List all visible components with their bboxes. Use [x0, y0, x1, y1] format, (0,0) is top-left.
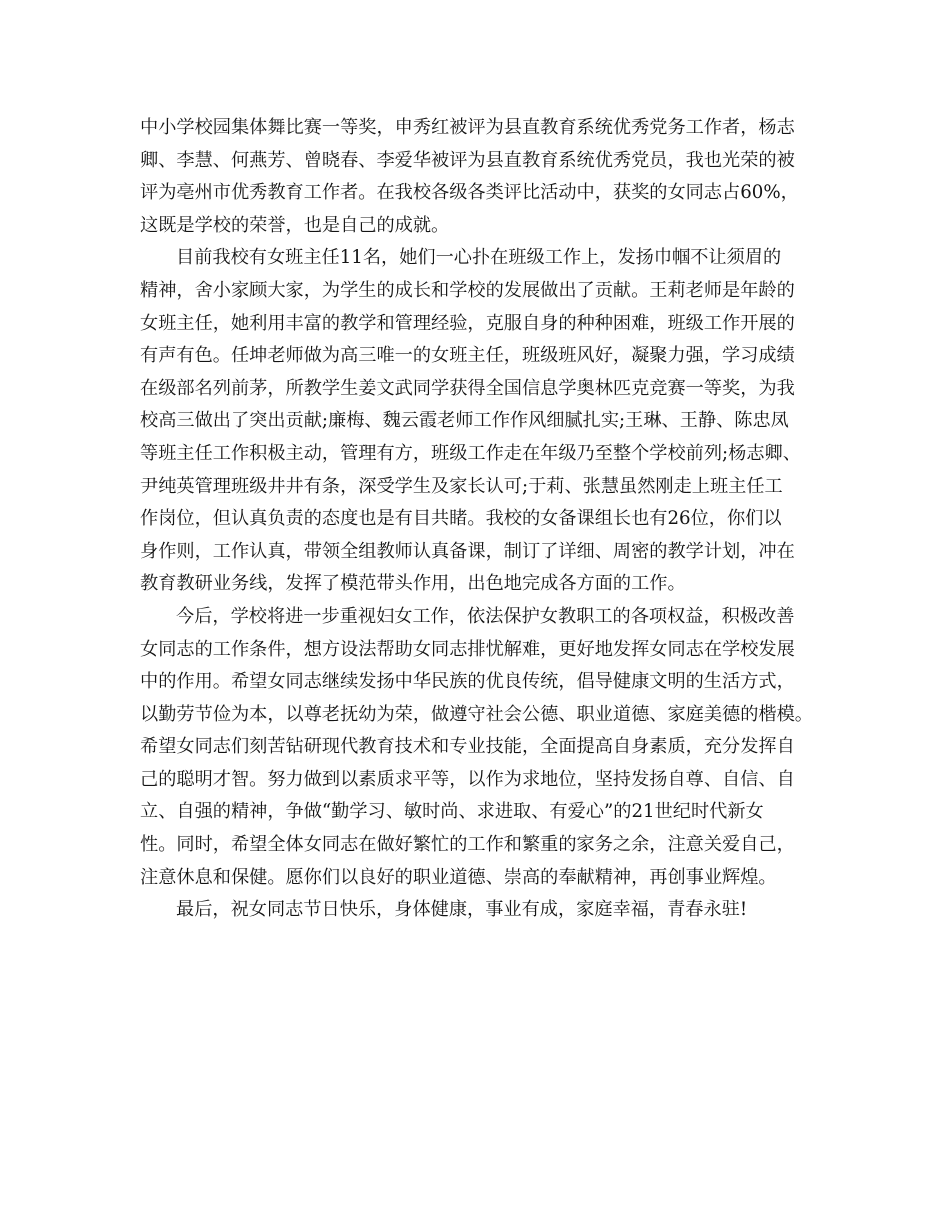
text-line: 评为亳州市优秀教育工作者。在我校各级各类评比活动中，获奖的女同志占60%，: [140, 182, 799, 204]
text-line: 今后，学校将进一步重视妇女工作，依法保护女教职工的各项权益，积极改善: [176, 605, 795, 627]
text-line: 以勤劳节俭为本，以尊老抚幼为荣，做遵守社会公德、职业道德、家庭美德的楷模。: [140, 703, 813, 725]
text-line: 女班主任，她利用丰富的教学和管理经验，克服自身的种种困难，班级工作开展的: [140, 312, 795, 334]
text-line: 精神，舍小家顾大家，为学生的成长和学校的发展做出了贡献。王莉老师是年龄的: [140, 279, 795, 301]
paragraph-3: [140, 601, 812, 894]
text-line: 作岗位，但认真负责的态度也是有目共睹。我校的女备课组长也有26位，你们以: [140, 508, 782, 530]
text-line: 有声有色。任坤老师做为高三唯一的女班主任，班级班风好，凝聚力强，学习成绩: [140, 345, 795, 367]
paragraph-4: [140, 894, 812, 927]
text-line: 中小学校园集体舞比赛一等奖，申秀红被评为县直教育系统优秀党务工作者，杨志: [140, 117, 795, 138]
text-line: 卿、李慧、何燕芳、曾晓春、李爱华被评为县直教育系统优秀党员，我也光荣的被: [140, 149, 795, 171]
paragraph-2: [140, 242, 812, 601]
text-line: 目前我校有女班主任11名，她们一心扑在班级工作上，发扬巾帼不让须眉的: [176, 247, 782, 269]
text-line: 希望女同志们刻苦钻研现代教育技术和专业技能，全面提高自身素质，充分发挥自: [140, 736, 795, 758]
text-line: 教育教研业务线，发挥了模范带头作用，出色地完成各方面的工作。: [140, 573, 686, 595]
text-line: 尹纯英管理班级井井有条，深受学生及家长认可;于莉、张慧虽然刚走上班主任工: [140, 475, 783, 497]
text-line: 注意休息和保健。愿你们以良好的职业道德、崇高的奉献精神，再创事业辉煌。: [140, 866, 777, 888]
text-line: 己的聪明才智。努力做到以素质求平等，以作为求地位，坚持发扬自尊、自信、自: [140, 768, 795, 790]
body-text: [140, 112, 812, 927]
text-line: 性。同时，希望全体女同志在做好繁忙的工作和繁重的家务之余，注意关爱自己，: [140, 834, 795, 856]
text-line: 立、自强的精神，争做“勤学习、敏时尚、求进取、有爱心”的21世纪时代新女: [140, 801, 764, 823]
text-line: 在级部名列前茅，所教学生姜文武同学获得全国信息学奥林匹克竞赛一等奖，为我: [140, 377, 795, 399]
text-line: 最后，祝女同志节日快乐，身体健康，事业有成，家庭幸福，青春永驻!: [176, 899, 748, 921]
paragraph-1: [140, 112, 812, 242]
text-line: 中的作用。希望女同志继续发扬中华民族的优良传统，倡导健康文明的生活方式，: [140, 671, 795, 693]
text-line: 校高三做出了突出贡献;廉梅、魏云霞老师工作作风细腻扎实;王琳、王静、陈忠凤: [140, 410, 789, 432]
text-line: 这既是学校的荣誉，也是自己的成就。: [140, 214, 450, 236]
text-line: 身作则，工作认真，带领全组教师认真备课，制订了详细、周密的教学计划，冲在: [140, 540, 795, 562]
text-line: 女同志的工作条件，想方设法帮助女同志排忧解难，更好地发挥女同志在学校发展: [140, 638, 795, 660]
text-line: 等班主任工作积极主动，管理有方，班级工作走在年级乃至整个学校前列;杨志卿、: [140, 442, 801, 464]
